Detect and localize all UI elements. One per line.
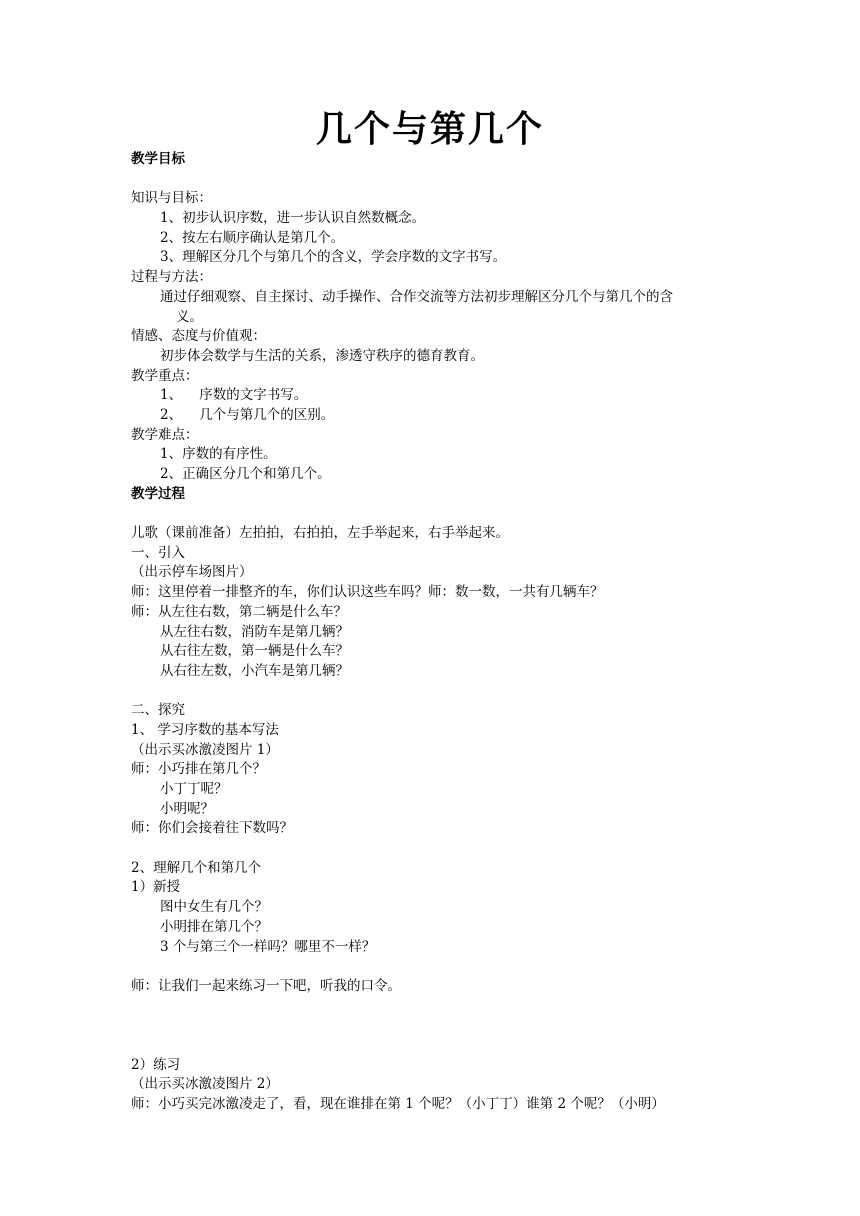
text-line: 儿歌（课前准备）左拍拍，右拍拍，左手举起来，右手举起来。	[131, 525, 509, 542]
text-line: 过程与方法：	[131, 269, 212, 286]
text-line: 2、 几个与第几个的区别。	[160, 406, 335, 423]
document-body	[131, 150, 731, 1115]
blank-line	[131, 682, 731, 702]
text-line: 义。	[176, 308, 203, 325]
text-line: 二、探究	[131, 702, 185, 719]
text-line: 初步体会数学与生活的关系，渗透守秩序的德育教育。	[160, 347, 484, 364]
text-line: 情感、态度与价值观：	[131, 328, 266, 345]
text-line: （出示停车场图片）	[131, 564, 253, 581]
text-line: 1、 学习序数的基本写法	[131, 721, 279, 738]
text-line: 师：你们会接着往下数吗？	[131, 820, 293, 837]
text-line: 从右往左数，第一辆是什么车？	[160, 643, 349, 660]
text-line: 教学难点：	[131, 426, 199, 443]
blank-line	[131, 1016, 731, 1036]
text-line: 1、初步认识序数，进一步认识自然数概念。	[160, 210, 426, 227]
text-line: 1、 序数的文字书写。	[160, 387, 308, 404]
text-line: 从右往左数，小汽车是第几辆？	[160, 662, 349, 679]
text-line: 3、理解区分几个与第几个的含义，学会序数的文字书写。	[160, 249, 507, 266]
text-line: 图中女生有几个？	[160, 899, 268, 916]
text-line: 一、引入	[131, 544, 185, 561]
section-heading: 教学目标	[131, 151, 185, 167]
text-line: 2）练习	[131, 1056, 181, 1073]
text-line: 知识与目标：	[131, 190, 212, 207]
text-line: 教学重点：	[131, 367, 199, 384]
blank-line	[131, 504, 731, 524]
text-line: 从左往右数，消防车是第几辆？	[160, 623, 349, 640]
text-line: 师：让我们一起来练习一下吧，听我的口令。	[131, 977, 401, 994]
text-line: 2、按左右顺序确认是第几个。	[160, 229, 345, 246]
text-line: 1）新授	[131, 879, 181, 896]
text-line: 3 个与第三个一样吗？哪里不一样？	[160, 938, 376, 955]
text-line: 师：这里停着一排整齐的车，你们认识这些车吗？师：数一数，一共有几辆车？	[131, 584, 604, 601]
blank-line	[131, 839, 731, 859]
text-line: 通过仔细观察、自主探讨、动手操作、合作交流等方法初步理解区分几个与第几个的含	[160, 288, 673, 305]
text-line: 小明排在第几个？	[160, 918, 268, 935]
text-line: 师：从左往右数，第二辆是什么车？	[131, 603, 347, 620]
blank-line	[131, 957, 731, 977]
text-line: 小丁丁呢？	[160, 781, 228, 797]
text-line: （出示买冰激凌图片 1）	[131, 741, 279, 758]
blank-line	[131, 997, 731, 1017]
section-heading: 教学过程	[131, 485, 185, 502]
text-line: 师：小巧排在第几个？	[131, 761, 266, 778]
blank-line	[131, 1036, 731, 1056]
document-title: 几个与第几个	[315, 108, 544, 150]
text-line: 1、序数的有序性。	[160, 446, 277, 463]
text-line: 师：小巧买完冰激凌走了，看，现在谁排在第 1 个呢？（小丁丁）谁第 2 个呢？（小明）	[131, 1096, 665, 1112]
text-line: 2、正确区分几个和第几个。	[160, 466, 331, 482]
blank-line	[131, 170, 731, 190]
text-line: 小明呢？	[160, 800, 214, 817]
text-line: 2、理解几个和第几个	[131, 859, 262, 876]
text-line: （出示买冰激凌图片 2）	[131, 1076, 279, 1093]
